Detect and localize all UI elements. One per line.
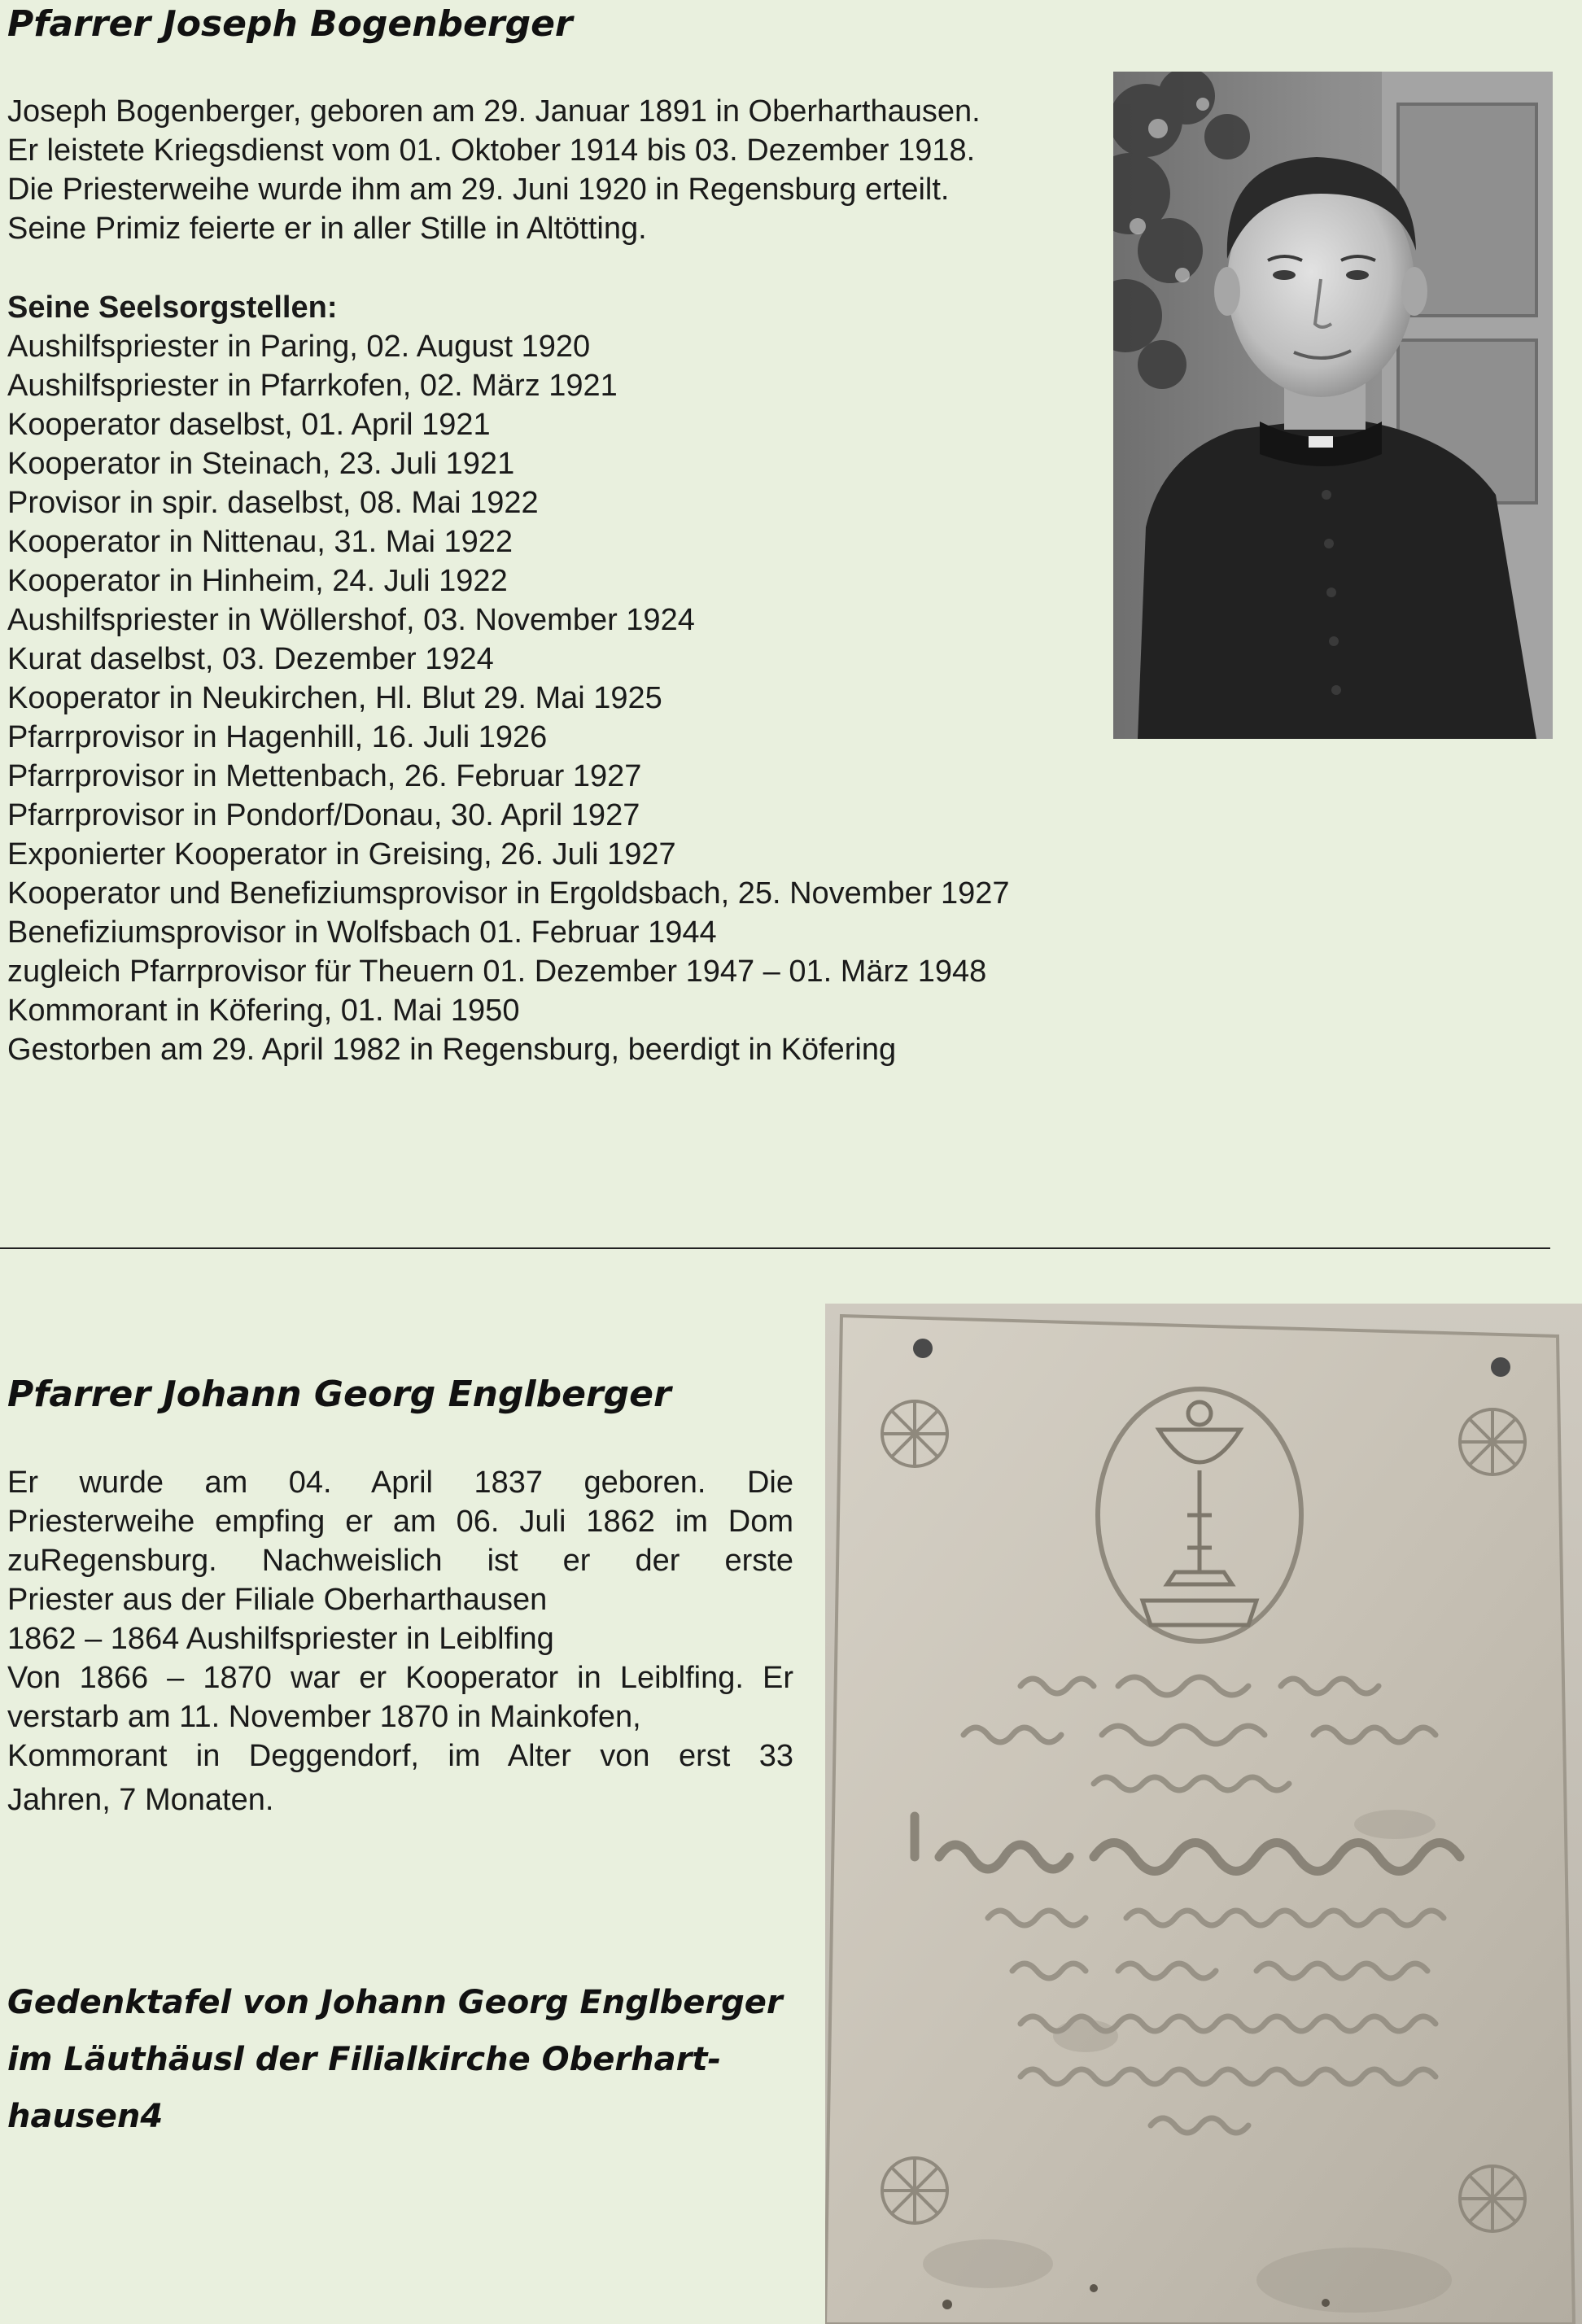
- body-line: Priester aus der Filiale Oberharthausen: [7, 1583, 548, 1617]
- body-line: Von 1866 – 1870 war er Kooperator in Leiblfing. Er: [7, 1661, 793, 1695]
- body-line: Jahren, 7 Monaten.: [7, 1783, 274, 1817]
- post-item: Pfarrprovisor in Pondorf/Donau, 30. April 1927: [7, 798, 640, 832]
- body-line: Kommorant in Deggendorf, im Alter von erst 33: [7, 1739, 793, 1773]
- caption-line: im Läuthäusl der Filialkirche Oberhart-: [7, 2041, 722, 2078]
- intro-line: Er leistete Kriegsdienst vom 01. Oktober 1914 bis 03. Dezember 1918.: [7, 133, 976, 168]
- body-line: zuRegensburg. Nachweislich ist er der erste: [7, 1544, 793, 1578]
- post-item: Aushilfspriester in Pfarrkofen, 02. März 1921: [7, 369, 618, 403]
- portrait-drawing: [1113, 72, 1553, 739]
- post-item: Pfarrprovisor in Hagenhill, 16. Juli 1926: [7, 720, 548, 754]
- post-item: Kooperator in Neukirchen, Hl. Blut 29. Mai 1925: [7, 681, 662, 715]
- memorial-plaque-photo: [825, 1304, 1582, 2324]
- post-item: Kooperator in Steinach, 23. Juli 1921: [7, 447, 515, 481]
- portrait-photo: [1113, 72, 1553, 739]
- post-item: Kooperator in Nittenau, 31. Mai 1922: [7, 525, 513, 559]
- body-line: Er wurde am 04. April 1837 geboren. Die: [7, 1466, 793, 1500]
- caption-line: Gedenktafel von Johann Georg Englberger: [7, 1984, 783, 2021]
- post-item: Kurat daselbst, 03. Dezember 1924: [7, 642, 494, 676]
- intro-line: Seine Primiz feierte er in aller Stille in Altötting.: [7, 212, 647, 246]
- post-item: Pfarrprovisor in Mettenbach, 26. Februar 1927: [7, 759, 642, 793]
- section1-title: Pfarrer Joseph Bogenberger: [7, 3, 573, 45]
- caption-line: hausen4: [7, 2098, 164, 2135]
- post-item: Exponierter Kooperator in Greising, 26. Juli 1927: [7, 837, 676, 872]
- post-item: Aushilfspriester in Wöllershof, 03. November 1924: [7, 603, 695, 637]
- section-divider: [0, 1247, 1550, 1249]
- section2-title: Pfarrer Johann Georg Englberger: [7, 1374, 671, 1415]
- post-item: Kooperator und Benefiziumsprovisor in Ergoldsbach, 25. November 1927: [7, 876, 1010, 911]
- body-line: Priesterweihe empfing er am 06. Juli 1862 im Dom: [7, 1505, 793, 1539]
- intro-line: Joseph Bogenberger, geboren am 29. Januar 1891 in Oberharthausen.: [7, 94, 981, 129]
- body-line: verstarb am 11. November 1870 in Mainkofen,: [7, 1700, 641, 1734]
- section1-intro: [7, 92, 981, 248]
- post-item: Kooperator daselbst, 01. April 1921: [7, 408, 491, 442]
- post-item: Kommorant in Köfering, 01. Mai 1950: [7, 994, 520, 1028]
- body-line: 1862 – 1864 Aushilfspriester in Leiblfing: [7, 1622, 554, 1656]
- posts-subheading: Seine Seelsorgstellen:: [7, 290, 338, 325]
- post-item: Provisor in spir. daselbst, 08. Mai 1922: [7, 486, 539, 520]
- plaque-caption: [7, 1974, 783, 2145]
- section2-body: [7, 1463, 793, 1819]
- post-item: Aushilfspriester in Paring, 02. August 1920: [7, 330, 591, 364]
- intro-line: Die Priesterweihe wurde ihm am 29. Juni 1920 in Regensburg erteilt.: [7, 173, 950, 207]
- post-item: Gestorben am 29. April 1982 in Regensburg, beerdigt in Köfering: [7, 1033, 897, 1067]
- plaque-drawing: [825, 1304, 1582, 2324]
- post-item: Kooperator in Hinheim, 24. Juli 1922: [7, 564, 508, 598]
- section1-posts: [7, 288, 1009, 1069]
- post-item: Benefiziumsprovisor in Wolfsbach 01. Februar 1944: [7, 915, 717, 950]
- post-item: zugleich Pfarrprovisor für Theuern 01. Dezember 1947 – 01. März 1948: [7, 954, 987, 989]
